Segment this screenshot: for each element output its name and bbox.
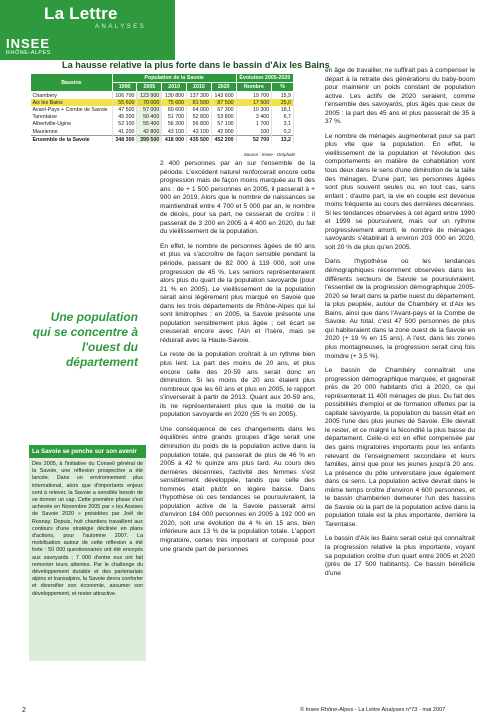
table-cell: 137 300 [187, 92, 212, 100]
table-cell: 47 500 [112, 106, 137, 113]
table-cell: 3,1 [272, 121, 294, 128]
col-header: 1990 [112, 83, 137, 92]
region-label: RHÔNE-ALPES [6, 50, 51, 56]
masthead-subtitle: ANALYSES [95, 24, 147, 30]
group-header-evolution: Évolution 2005-2020 [236, 74, 293, 83]
col-header: 2020 [211, 83, 236, 92]
table-row [31, 114, 294, 121]
table-cell: 43 100 [187, 128, 212, 136]
table-cell: Chambéry [31, 92, 113, 100]
table-cell: 0,2 [272, 128, 294, 136]
table-cell: 1 700 [236, 121, 272, 128]
paragraph: Dans l'hypothèse où les tendances démographiques récemment observées dans les différents secteurs de Savoie se poursuivraient, l'essentiel de la progression démographique 2005-2020 se ferait dans la partie ouest du département, la plus peuplée, autour de Chambéry et d'Aix les Bains, ainsi que dans l'Avant-pays et la Combe de Savoie. Au total, c'est 47 500 personnes de plus qui habiteraient dans la zone ouest de la Savoie en 2020 (+ 19 % en 15 ans). A l'est, dans les zones plus montagneuses, la progression serait cinq fois moindre (+ 3,5 %). [325, 258, 475, 360]
table-row [31, 128, 294, 136]
paragraph: Le bassin de Chambéry connaîtrait une progression démographique marquée, et gagnerait près de 20 000 habitants d'ici à 2020, ce qui représenterait 11 400 ménages de plus. Du fait des possibilités d'emploi et de formation offertes par la capitale savoyarde, la population du bassin était en 2005 l'une des plus jeunes de Savoie. Elle devrait le rester, et ce malgré la fécondité la plus basse du département. Celle-ci est en effet compensée par des gains migratoires importants pour les enfants relevant de l'enseignement secondaire et leurs familles, ainsi que pour les jeunes jusqu'à 20 ans. La présence du pôle universitaire joue également dans ce sens. La population active devrait dans le même temps croître d'environ 4 600 personnes, et le bassin chambérien demeurer l'un des bassins de Savoie où la part de la population active dans la population totale est la plus importante, derrière la Tarentaise. [325, 367, 475, 528]
table-cell: 348 300 [112, 136, 137, 144]
table-cell: 52 700 [236, 136, 272, 144]
table-cell: 18,1 [272, 106, 294, 113]
table-cell: Tarentaise [31, 114, 113, 121]
table-cell: Ensemble de la Savoie [31, 136, 113, 144]
table-cell: 10 300 [236, 106, 272, 113]
table-cell: 100 [236, 128, 272, 136]
table-cell: Aix les Bains [31, 99, 113, 106]
table-body [31, 92, 294, 144]
table-cell: 43 100 [162, 128, 187, 136]
col-header: 2015 [187, 83, 212, 92]
table-cell: 81 500 [187, 99, 212, 106]
paragraph: Une conséquence de ces changements dans les équilibres entre grands groupes d'âge serait une diminution du poids de la population active dans la population totale, qui passerait de plus de 46 % en 2005 à 42 % quinze ans plus tard. Au cours des dernières décennies, l'activité des femmes s'est sensiblement développée, tandis que celle des hommes était plutôt en légère baisse. Dans l'hypothèse où ces tendances se poursuivraient, la population active de la Savoie passerait ainsi d'environ 184 000 personnes en 2005 à 192 000 en 2020, soit une évolution de 4 % en 15 ans, bien inférieure aux 13 % de la population totale. L'apport migratoire, certes très important et composé pour une grande part de personnes [160, 425, 315, 553]
paragraph: en âge de travailler, ne suffirait pas à compenser le départ à la retraite des générations du baby-boom pour maintenir un poids constant de population active. Les actifs de 2020 seraient, comme l'ensemble des savoyards, plus âgés que ceux de 2005 : la part des 45 ans et plus passerait de 35 à 37 %. [325, 67, 475, 126]
page-footer: © Insee Rhône-Alpes - La Lettre Analyses n°73 - mai 2007 [300, 707, 446, 713]
table-cell: 452 200 [211, 136, 236, 144]
paragraph: 2 400 personnes par an sur l'ensemble de la période. L'excédent naturel renforcerait encore cette progression mais de façon moins marquée au fil des ans : de + 1 500 personnes en 2005, il passerait à + 900 en 2019. Alors que le nombre de naissances se maintiendrait entre 4 700 et 5 000 par an, le nombre de décès, pour sa part, ne cesserait de croître : il passerait de 3 200 en 2005 à 4 400 en 2020, du fait du vieillissement de la population. [160, 160, 315, 236]
table-row [31, 121, 294, 128]
table-cell: 15,9 [272, 92, 294, 100]
table-cell: 87 500 [211, 99, 236, 106]
paragraph: Le bassin d'Aix les Bains serait celui qui connaîtrait la progression relative la plus importante, voyant sa population croître d'un quart entre 2005 et 2020 (près de 17 500 habitants). Ce bassin bénéficie d'une [325, 535, 475, 577]
table-cell: 45 200 [112, 114, 137, 121]
table-cell: 52 100 [112, 121, 137, 128]
table-cell: Avant-Pays + Combe de Savoie [31, 106, 113, 113]
group-header-bassins: Bassins [31, 74, 113, 92]
table-cell: 55 600 [112, 99, 137, 106]
table-cell: 106 700 [112, 92, 137, 100]
table-cell: 50 400 [137, 114, 162, 121]
pull-quote: Une population qui se concentre à l'ouest du département [32, 310, 138, 369]
sidebar-box [29, 445, 146, 661]
table-cell: 399 500 [137, 136, 162, 144]
table-cell: 6,7 [272, 114, 294, 121]
group-header-population: Population de la Savoie [112, 74, 236, 83]
table-cell: 418 000 [162, 136, 187, 144]
masthead [0, 0, 175, 60]
col-header: % [272, 83, 294, 92]
paragraph: Le reste de la population croîtrait à un rythme bien plus lent. La part des moins de 20 ans, et plus encore celle des 20-59 ans serait donc en diminution. Si les moins de 20 ans étaient plus nombreux que les 60 ans et plus en 2005, le rapport s'inverserait à partir de 2013. Quant aux 20-59 ans, ils ne représenteraient plus que la moitié de la population savoyarde en 2020 (55 % en 2005). [160, 351, 315, 419]
sidebar-body: Dès 2005, à l'initiative du Conseil général de la Savoie, une réflexion prospective a été lancée. Dans un environnement plus international, alors que d'importants enjeux sont à relever, la Savoie a sensible besoin de se donner un cap. Cette première phase s'est achevée en Novembre 2005 par « les Assises de Savoie 2020 » présidées par Joël de Rosnay. Depuis, huit chantiers travaillent aux contours d'une stratégie déclinée en plans d'actions, pour l'automne 2007. La mobilisation autour de cette réflexion a été forte : 50 000 questionnaires ont été envoyés aux savoyards ; 7 000 d'entre eux ont fait remonter leurs attentes. Par le challenge du développement durable et des partenariats alpins et transalpins, la Savoie devra conforter et diversifier son économie, assumer son développement, et rester attractive. [32, 461, 143, 597]
table-cell: 3 400 [236, 114, 272, 121]
col-header: 2005 [137, 83, 162, 92]
table-cell: 123 900 [137, 92, 162, 100]
col-header: Nombre [236, 83, 272, 92]
table-cell: 56 200 [162, 121, 187, 128]
table-group-header-row [31, 74, 294, 83]
table-cell: 42 800 [137, 128, 162, 136]
table-source: Source : Insee - Omphale [243, 152, 295, 157]
table-cell: 70 000 [137, 99, 162, 106]
table-cell: 67 300 [211, 106, 236, 113]
table-title: La hausse relative la plus forte dans le bassin d'Aix les Bains [62, 60, 330, 70]
table-cell: 41 200 [112, 128, 137, 136]
table-cell: 55 400 [137, 121, 162, 128]
table-cell: 57 000 [137, 106, 162, 113]
table-cell: 51 700 [162, 114, 187, 121]
sidebar-heading: La Savoie se penche sur son avenir [29, 445, 146, 458]
table-cell: Maurienne [31, 128, 113, 136]
table-cell: 53 800 [211, 114, 236, 121]
table-cell: 19 700 [236, 92, 272, 100]
population-table [30, 73, 294, 143]
table-row [31, 106, 294, 113]
table-cell: 13,2 [272, 136, 294, 144]
article-column-2 [160, 160, 315, 560]
table-cell: 75 600 [162, 99, 187, 106]
table-cell: 25,0 [272, 99, 294, 106]
masthead-title: La Lettre [44, 4, 118, 23]
page-number: 2 [22, 707, 26, 714]
table-row [31, 92, 294, 100]
col-header: 2010 [162, 83, 187, 92]
table-cell: 64 000 [187, 106, 212, 113]
table-cell: 435 500 [187, 136, 212, 144]
paragraph: En effet, le nombre de personnes âgées de 60 ans et plus va s'accroître de façon sensible pendant la période, passant de 82 000 à 119 000, soit une progression de 45 %. Les seniors représenteraient alors plus du quart de la population savoyarde (pour 21 % en 2005). Le vieillissement de la population serait ainsi légèrement plus marqué en Savoie que dans les trois départements de Rhône-Alpes qui lui sont limitrophes : en 2005, la Savoie présente une population sensiblement plus âgée ; cet écart se creuserait encore avec l'Ain et l'Isère, mais se réduirait avec la Haute-Savoie. [160, 242, 315, 344]
paragraph: Le nombre de ménages augmenterait pour sa part plus vite que la population. En effet, le vieillissement de la population et l'évolution des comportements en matière de cohabitation vont tous deux dans le sens d'une diminution de la taille des ménages. D'une part, les personnes âgées sont plus souvent seules ou, en tout cas, sans enfant ; d'autre part, la vie en couple est devenue moins fréquente au cours des dernières décennies. Si les tendances observées à cet égard entre 1990 et 1999 se poursuivent, mais sur un rythme progressivement amorti, le nombre de ménages savoyards s'établirait à environ 203 000 en 2020, soit 20 % de plus qu'en 2005. [325, 132, 475, 251]
table-row [31, 99, 294, 106]
table-cell: 57 100 [211, 121, 236, 128]
table-cell: 60 600 [162, 106, 187, 113]
table-row [31, 136, 294, 144]
article-column-3 [325, 67, 475, 584]
insee-logo: INSEE [6, 36, 51, 51]
table-cell: 52 800 [187, 114, 212, 121]
table-cell: 42 900 [211, 128, 236, 136]
table-cell: 17 500 [236, 99, 272, 106]
table-cell: 143 600 [211, 92, 236, 100]
table-cell: 56 800 [187, 121, 212, 128]
table-cell: 130 800 [162, 92, 187, 100]
table-cell: Albertville-Ugine [31, 121, 113, 128]
